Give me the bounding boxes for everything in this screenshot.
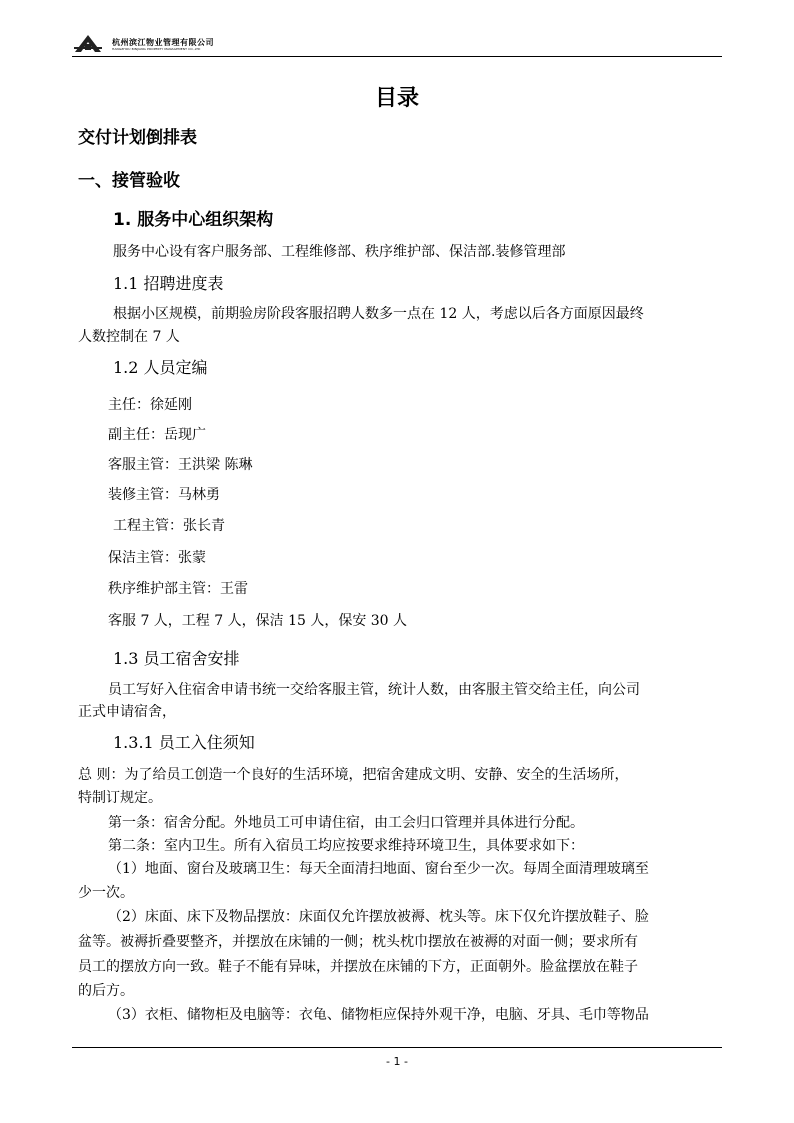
staff-engineering-supervisor: 工程主管：张长青	[113, 518, 225, 534]
company-name-cn: 杭州滨江物业管理有限公司	[112, 38, 214, 47]
rules-article-2: 第二条：室内卫生。所有入宿员工均应按要求维持环境卫生，具体要求如下：	[108, 838, 584, 854]
heading-section-1: 一、接管验收	[78, 171, 180, 191]
company-name-en: HANGZHOU BINJIANG PROPERTY MANAGEMENT CO.,LTD	[112, 47, 201, 51]
rules-item-2-line-1: （2）床面、床下及物品摆放：床面仅允许摆放被褥、枕头等。床下仅允许摆放鞋子、脸	[108, 909, 649, 925]
rules-article-1: 第一条：宿舍分配。外地员工可申请住宿，由工会归口管理并具体进行分配。	[108, 815, 584, 831]
heading-dormitory-rules: 1.3.1 员工入住须知	[113, 733, 255, 752]
header-divider	[72, 56, 722, 57]
rules-item-2-line-4: 的后方。	[78, 983, 134, 999]
footer-divider	[72, 1047, 722, 1048]
staff-cleaning-supervisor: 保洁主管：张蒙	[108, 550, 206, 566]
heading-delivery-plan: 交付计划倒排表	[78, 128, 197, 148]
page-number: - 1 -	[386, 1055, 408, 1068]
company-logo-icon	[74, 32, 102, 54]
staff-decoration-supervisor: 装修主管：马林勇	[108, 487, 220, 503]
rules-general-line-2: 特制订规定。	[78, 790, 162, 806]
recruitment-text-line-1: 根据小区规模，前期验房阶段客服招聘人数多一点在 12 人，考虑以后各方面原因最终	[113, 306, 644, 322]
staff-deputy-director: 副主任：岳现广	[108, 427, 206, 443]
rules-item-3-line-1: （3）衣柜、储物柜及电脑等：衣龟、储物柜应保持外观干净，电脑、牙具、毛巾等物品	[108, 1007, 649, 1023]
staff-director: 主任：徐延刚	[108, 397, 192, 413]
rules-item-2-line-2: 盆等。被褥折叠要整齐，并摆放在床铺的一侧；枕头枕巾摆放在被褥的对面一侧；要求所有	[78, 934, 638, 950]
rules-general-line-1: 总 则：为了给员工创造一个良好的生活环境，把宿舍建成文明、安静、安全的生活场所，	[78, 767, 629, 783]
staff-headcount: 客服 7 人，工程 7 人，保洁 15 人，保安 30 人	[108, 613, 408, 629]
dormitory-text-line-1: 员工写好入住宿舍申请书统一交给客服主管，统计人数，由客服主管交给主任，向公司	[108, 682, 640, 698]
rules-item-1-line-2: 少一次。	[78, 885, 134, 901]
rules-item-1-line-1: （1）地面、窗台及玻璃卫生：每天全面清扫地面、窗台至少一次。每周全面清理玻璃至	[108, 861, 649, 877]
rules-item-2-line-3: 员工的摆放方向一致。鞋子不能有异味，并摆放在床铺的下方，正面朝外。脸盆摆放在鞋子	[78, 959, 638, 975]
page-title: 目录	[375, 86, 420, 111]
heading-recruitment: 1.1 招聘进度表	[113, 274, 224, 293]
staff-security-supervisor: 秩序维护部主管：王雷	[108, 581, 248, 597]
heading-staffing: 1.2 人员定编	[113, 358, 208, 377]
org-structure-text: 服务中心设有客户服务部、工程维修部、秩序维护部、保洁部.装修管理部	[113, 244, 566, 260]
staff-customer-service-supervisor: 客服主管：王洪梁 陈琳	[108, 457, 253, 473]
heading-section-1-1: 1. 服务中心组织架构	[113, 210, 274, 230]
heading-dormitory: 1.3 员工宿舍安排	[113, 649, 240, 668]
recruitment-text-line-2: 人数控制在 7 人	[78, 329, 180, 345]
dormitory-text-line-2: 正式申请宿舍，	[78, 704, 176, 720]
